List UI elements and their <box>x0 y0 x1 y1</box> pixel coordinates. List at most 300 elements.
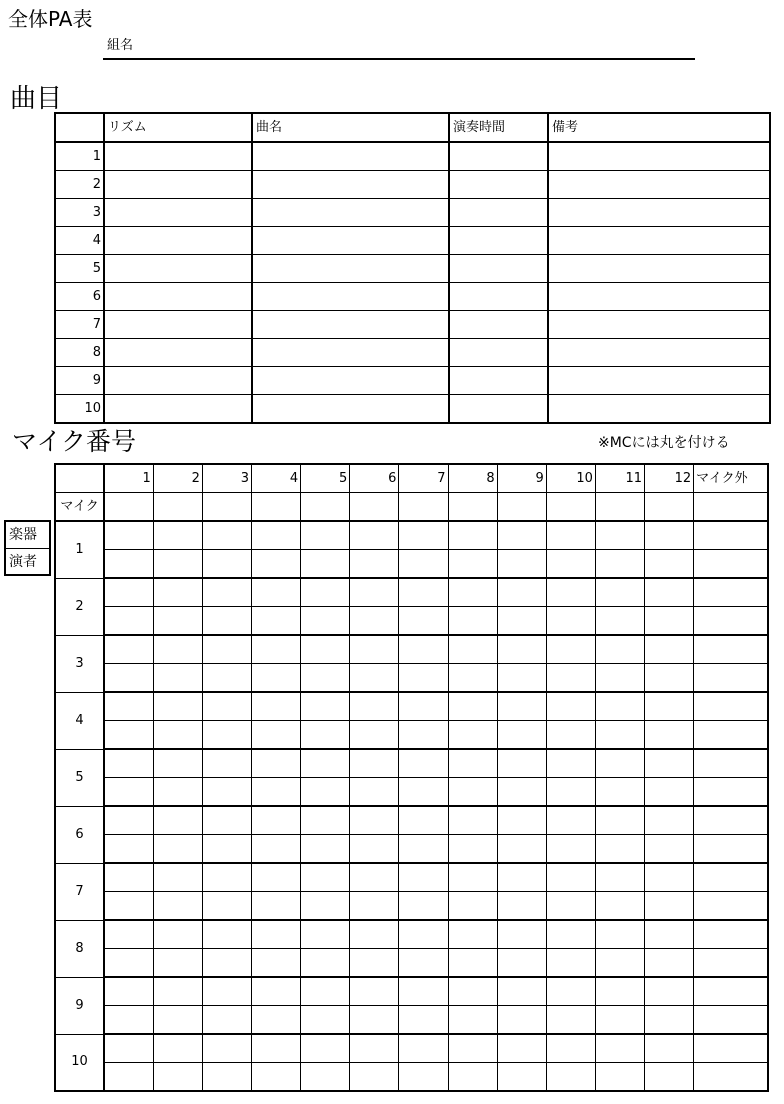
performer-cell[interactable] <box>252 892 301 921</box>
performer-cell[interactable] <box>448 1006 497 1035</box>
song-entry-cell[interactable] <box>449 367 548 395</box>
performer-cell[interactable] <box>202 1006 251 1035</box>
song-entry-cell[interactable] <box>449 255 548 283</box>
song-entry-cell[interactable] <box>252 255 449 283</box>
song-entry-cell[interactable] <box>548 395 770 424</box>
instrument-cell[interactable] <box>595 806 644 835</box>
instrument-cell[interactable] <box>645 578 694 607</box>
performer-cell[interactable] <box>350 1063 399 1092</box>
instrument-cell[interactable] <box>546 977 595 1006</box>
instrument-cell[interactable] <box>694 1034 768 1063</box>
instrument-cell[interactable] <box>546 749 595 778</box>
instrument-cell[interactable] <box>350 863 399 892</box>
mic-assignment-cell[interactable] <box>448 493 497 522</box>
instrument-cell[interactable] <box>399 578 448 607</box>
performer-cell[interactable] <box>252 1063 301 1092</box>
performer-cell[interactable] <box>350 835 399 864</box>
song-entry-cell[interactable] <box>449 311 548 339</box>
song-entry-cell[interactable] <box>104 339 252 367</box>
performer-cell[interactable] <box>694 550 768 579</box>
performer-cell[interactable] <box>399 892 448 921</box>
performer-cell[interactable] <box>153 892 202 921</box>
performer-cell[interactable] <box>595 892 644 921</box>
mic-assignment-cell[interactable] <box>694 493 768 522</box>
instrument-cell[interactable] <box>301 806 350 835</box>
mic-assignment-cell[interactable] <box>202 493 251 522</box>
instrument-cell[interactable] <box>104 1034 153 1063</box>
performer-cell[interactable] <box>350 607 399 636</box>
instrument-cell[interactable] <box>694 806 768 835</box>
performer-cell[interactable] <box>104 607 153 636</box>
song-entry-cell[interactable] <box>449 283 548 311</box>
instrument-cell[interactable] <box>202 635 251 664</box>
performer-cell[interactable] <box>694 949 768 978</box>
instrument-cell[interactable] <box>497 920 546 949</box>
instrument-cell[interactable] <box>153 692 202 721</box>
performer-cell[interactable] <box>350 721 399 750</box>
instrument-cell[interactable] <box>694 920 768 949</box>
performer-cell[interactable] <box>546 949 595 978</box>
instrument-cell[interactable] <box>350 692 399 721</box>
performer-cell[interactable] <box>301 550 350 579</box>
song-entry-cell[interactable] <box>548 227 770 255</box>
song-entry-cell[interactable] <box>104 255 252 283</box>
instrument-cell[interactable] <box>153 863 202 892</box>
instrument-cell[interactable] <box>350 749 399 778</box>
performer-cell[interactable] <box>202 550 251 579</box>
instrument-cell[interactable] <box>301 1034 350 1063</box>
performer-cell[interactable] <box>399 1063 448 1092</box>
performer-cell[interactable] <box>104 1063 153 1092</box>
instrument-cell[interactable] <box>694 977 768 1006</box>
instrument-cell[interactable] <box>252 635 301 664</box>
mic-assignment-cell[interactable] <box>497 493 546 522</box>
instrument-cell[interactable] <box>252 1034 301 1063</box>
performer-cell[interactable] <box>645 892 694 921</box>
song-entry-cell[interactable] <box>449 171 548 199</box>
instrument-cell[interactable] <box>104 863 153 892</box>
instrument-cell[interactable] <box>301 920 350 949</box>
instrument-cell[interactable] <box>448 749 497 778</box>
performer-cell[interactable] <box>202 835 251 864</box>
instrument-cell[interactable] <box>448 578 497 607</box>
instrument-cell[interactable] <box>595 521 644 550</box>
mic-assignment-cell[interactable] <box>595 493 644 522</box>
instrument-cell[interactable] <box>497 578 546 607</box>
instrument-cell[interactable] <box>202 692 251 721</box>
performer-cell[interactable] <box>645 664 694 693</box>
instrument-cell[interactable] <box>202 578 251 607</box>
instrument-cell[interactable] <box>399 749 448 778</box>
song-entry-cell[interactable] <box>252 283 449 311</box>
instrument-cell[interactable] <box>399 692 448 721</box>
performer-cell[interactable] <box>301 778 350 807</box>
performer-cell[interactable] <box>546 607 595 636</box>
instrument-cell[interactable] <box>350 635 399 664</box>
performer-cell[interactable] <box>202 1063 251 1092</box>
performer-cell[interactable] <box>399 664 448 693</box>
performer-cell[interactable] <box>202 778 251 807</box>
instrument-cell[interactable] <box>694 863 768 892</box>
performer-cell[interactable] <box>497 835 546 864</box>
instrument-cell[interactable] <box>645 920 694 949</box>
performer-cell[interactable] <box>595 664 644 693</box>
mic-assignment-cell[interactable] <box>301 493 350 522</box>
instrument-cell[interactable] <box>497 977 546 1006</box>
instrument-cell[interactable] <box>645 806 694 835</box>
performer-cell[interactable] <box>252 550 301 579</box>
performer-cell[interactable] <box>350 949 399 978</box>
performer-cell[interactable] <box>694 664 768 693</box>
instrument-cell[interactable] <box>301 977 350 1006</box>
performer-cell[interactable] <box>399 1006 448 1035</box>
performer-cell[interactable] <box>153 778 202 807</box>
performer-cell[interactable] <box>448 664 497 693</box>
instrument-cell[interactable] <box>694 635 768 664</box>
group-name-field-line[interactable] <box>103 58 695 60</box>
performer-cell[interactable] <box>448 949 497 978</box>
performer-cell[interactable] <box>104 721 153 750</box>
song-entry-cell[interactable] <box>548 339 770 367</box>
performer-cell[interactable] <box>694 1063 768 1092</box>
instrument-cell[interactable] <box>595 749 644 778</box>
performer-cell[interactable] <box>153 949 202 978</box>
performer-cell[interactable] <box>301 1063 350 1092</box>
song-entry-cell[interactable] <box>252 227 449 255</box>
instrument-cell[interactable] <box>202 806 251 835</box>
performer-cell[interactable] <box>694 835 768 864</box>
instrument-cell[interactable] <box>694 521 768 550</box>
instrument-cell[interactable] <box>448 635 497 664</box>
performer-cell[interactable] <box>448 778 497 807</box>
performer-cell[interactable] <box>694 721 768 750</box>
instrument-cell[interactable] <box>252 806 301 835</box>
song-entry-cell[interactable] <box>449 227 548 255</box>
song-entry-cell[interactable] <box>104 367 252 395</box>
performer-cell[interactable] <box>694 778 768 807</box>
performer-cell[interactable] <box>595 550 644 579</box>
instrument-cell[interactable] <box>694 749 768 778</box>
performer-cell[interactable] <box>399 550 448 579</box>
performer-cell[interactable] <box>301 892 350 921</box>
performer-cell[interactable] <box>301 607 350 636</box>
instrument-cell[interactable] <box>546 692 595 721</box>
performer-cell[interactable] <box>645 607 694 636</box>
instrument-cell[interactable] <box>448 806 497 835</box>
mic-assignment-cell[interactable] <box>399 493 448 522</box>
performer-cell[interactable] <box>153 721 202 750</box>
performer-cell[interactable] <box>645 721 694 750</box>
instrument-cell[interactable] <box>301 635 350 664</box>
performer-cell[interactable] <box>645 550 694 579</box>
performer-cell[interactable] <box>497 892 546 921</box>
performer-cell[interactable] <box>350 892 399 921</box>
performer-cell[interactable] <box>153 1006 202 1035</box>
performer-cell[interactable] <box>497 949 546 978</box>
performer-cell[interactable] <box>595 778 644 807</box>
song-entry-cell[interactable] <box>548 171 770 199</box>
performer-cell[interactable] <box>448 607 497 636</box>
instrument-cell[interactable] <box>153 920 202 949</box>
instrument-cell[interactable] <box>252 692 301 721</box>
mic-assignment-cell[interactable] <box>153 493 202 522</box>
instrument-cell[interactable] <box>448 1034 497 1063</box>
instrument-cell[interactable] <box>104 806 153 835</box>
performer-cell[interactable] <box>350 550 399 579</box>
instrument-cell[interactable] <box>301 692 350 721</box>
instrument-cell[interactable] <box>546 578 595 607</box>
instrument-cell[interactable] <box>202 920 251 949</box>
instrument-cell[interactable] <box>645 692 694 721</box>
instrument-cell[interactable] <box>546 1034 595 1063</box>
instrument-cell[interactable] <box>595 578 644 607</box>
performer-cell[interactable] <box>546 550 595 579</box>
instrument-cell[interactable] <box>497 863 546 892</box>
song-entry-cell[interactable] <box>548 255 770 283</box>
song-entry-cell[interactable] <box>252 171 449 199</box>
instrument-cell[interactable] <box>645 749 694 778</box>
song-entry-cell[interactable] <box>548 283 770 311</box>
song-entry-cell[interactable] <box>104 142 252 171</box>
performer-cell[interactable] <box>645 949 694 978</box>
instrument-cell[interactable] <box>252 521 301 550</box>
song-entry-cell[interactable] <box>104 199 252 227</box>
mic-assignment-cell[interactable] <box>252 493 301 522</box>
performer-cell[interactable] <box>448 892 497 921</box>
performer-cell[interactable] <box>104 949 153 978</box>
performer-cell[interactable] <box>595 1063 644 1092</box>
instrument-cell[interactable] <box>153 977 202 1006</box>
instrument-cell[interactable] <box>153 635 202 664</box>
performer-cell[interactable] <box>153 550 202 579</box>
instrument-cell[interactable] <box>497 1034 546 1063</box>
instrument-cell[interactable] <box>448 863 497 892</box>
instrument-cell[interactable] <box>448 977 497 1006</box>
performer-cell[interactable] <box>694 892 768 921</box>
song-entry-cell[interactable] <box>104 227 252 255</box>
performer-cell[interactable] <box>645 835 694 864</box>
song-entry-cell[interactable] <box>548 199 770 227</box>
performer-cell[interactable] <box>104 664 153 693</box>
performer-cell[interactable] <box>595 949 644 978</box>
instrument-cell[interactable] <box>546 920 595 949</box>
mic-assignment-cell[interactable] <box>645 493 694 522</box>
instrument-cell[interactable] <box>497 635 546 664</box>
performer-cell[interactable] <box>448 835 497 864</box>
performer-cell[interactable] <box>497 778 546 807</box>
performer-cell[interactable] <box>546 664 595 693</box>
performer-cell[interactable] <box>595 607 644 636</box>
performer-cell[interactable] <box>448 721 497 750</box>
instrument-cell[interactable] <box>252 863 301 892</box>
performer-cell[interactable] <box>497 721 546 750</box>
performer-cell[interactable] <box>399 721 448 750</box>
song-entry-cell[interactable] <box>104 395 252 424</box>
performer-cell[interactable] <box>546 835 595 864</box>
instrument-cell[interactable] <box>301 521 350 550</box>
instrument-cell[interactable] <box>399 521 448 550</box>
instrument-cell[interactable] <box>645 977 694 1006</box>
song-entry-cell[interactable] <box>548 367 770 395</box>
instrument-cell[interactable] <box>595 863 644 892</box>
song-entry-cell[interactable] <box>252 311 449 339</box>
performer-cell[interactable] <box>497 1006 546 1035</box>
instrument-cell[interactable] <box>645 521 694 550</box>
performer-cell[interactable] <box>497 550 546 579</box>
performer-cell[interactable] <box>694 607 768 636</box>
instrument-cell[interactable] <box>694 578 768 607</box>
instrument-cell[interactable] <box>645 635 694 664</box>
instrument-cell[interactable] <box>104 521 153 550</box>
instrument-cell[interactable] <box>399 1034 448 1063</box>
instrument-cell[interactable] <box>497 692 546 721</box>
instrument-cell[interactable] <box>153 749 202 778</box>
performer-cell[interactable] <box>546 1063 595 1092</box>
performer-cell[interactable] <box>694 1006 768 1035</box>
instrument-cell[interactable] <box>301 578 350 607</box>
song-entry-cell[interactable] <box>252 142 449 171</box>
song-entry-cell[interactable] <box>252 199 449 227</box>
performer-cell[interactable] <box>645 778 694 807</box>
performer-cell[interactable] <box>448 550 497 579</box>
instrument-cell[interactable] <box>399 977 448 1006</box>
performer-cell[interactable] <box>252 1006 301 1035</box>
instrument-cell[interactable] <box>350 578 399 607</box>
instrument-cell[interactable] <box>202 977 251 1006</box>
performer-cell[interactable] <box>202 721 251 750</box>
instrument-cell[interactable] <box>595 635 644 664</box>
instrument-cell[interactable] <box>153 521 202 550</box>
instrument-cell[interactable] <box>104 977 153 1006</box>
performer-cell[interactable] <box>301 664 350 693</box>
instrument-cell[interactable] <box>202 749 251 778</box>
performer-cell[interactable] <box>595 1006 644 1035</box>
performer-cell[interactable] <box>301 721 350 750</box>
instrument-cell[interactable] <box>350 1034 399 1063</box>
performer-cell[interactable] <box>202 949 251 978</box>
instrument-cell[interactable] <box>448 920 497 949</box>
instrument-cell[interactable] <box>350 521 399 550</box>
performer-cell[interactable] <box>252 721 301 750</box>
instrument-cell[interactable] <box>546 863 595 892</box>
instrument-cell[interactable] <box>153 1034 202 1063</box>
performer-cell[interactable] <box>595 721 644 750</box>
instrument-cell[interactable] <box>104 749 153 778</box>
instrument-cell[interactable] <box>252 749 301 778</box>
performer-cell[interactable] <box>153 607 202 636</box>
performer-cell[interactable] <box>301 949 350 978</box>
instrument-cell[interactable] <box>153 578 202 607</box>
instrument-cell[interactable] <box>252 977 301 1006</box>
instrument-cell[interactable] <box>399 920 448 949</box>
performer-cell[interactable] <box>546 721 595 750</box>
performer-cell[interactable] <box>350 664 399 693</box>
performer-cell[interactable] <box>399 778 448 807</box>
performer-cell[interactable] <box>104 835 153 864</box>
performer-cell[interactable] <box>252 835 301 864</box>
instrument-cell[interactable] <box>104 635 153 664</box>
instrument-cell[interactable] <box>497 521 546 550</box>
instrument-cell[interactable] <box>350 806 399 835</box>
instrument-cell[interactable] <box>595 920 644 949</box>
instrument-cell[interactable] <box>497 749 546 778</box>
performer-cell[interactable] <box>546 892 595 921</box>
instrument-cell[interactable] <box>645 1034 694 1063</box>
performer-cell[interactable] <box>252 949 301 978</box>
song-entry-cell[interactable] <box>104 283 252 311</box>
performer-cell[interactable] <box>202 892 251 921</box>
instrument-cell[interactable] <box>252 578 301 607</box>
song-entry-cell[interactable] <box>548 142 770 171</box>
song-entry-cell[interactable] <box>449 395 548 424</box>
performer-cell[interactable] <box>497 607 546 636</box>
instrument-cell[interactable] <box>546 635 595 664</box>
performer-cell[interactable] <box>104 1006 153 1035</box>
performer-cell[interactable] <box>399 835 448 864</box>
performer-cell[interactable] <box>497 1063 546 1092</box>
performer-cell[interactable] <box>301 1006 350 1035</box>
instrument-cell[interactable] <box>399 863 448 892</box>
instrument-cell[interactable] <box>399 806 448 835</box>
performer-cell[interactable] <box>153 835 202 864</box>
instrument-cell[interactable] <box>399 635 448 664</box>
instrument-cell[interactable] <box>104 692 153 721</box>
performer-cell[interactable] <box>399 949 448 978</box>
instrument-cell[interactable] <box>448 521 497 550</box>
mic-assignment-cell[interactable] <box>350 493 399 522</box>
performer-cell[interactable] <box>252 607 301 636</box>
song-entry-cell[interactable] <box>449 142 548 171</box>
performer-cell[interactable] <box>301 835 350 864</box>
performer-cell[interactable] <box>153 664 202 693</box>
instrument-cell[interactable] <box>104 578 153 607</box>
song-entry-cell[interactable] <box>104 311 252 339</box>
performer-cell[interactable] <box>104 550 153 579</box>
instrument-cell[interactable] <box>202 863 251 892</box>
instrument-cell[interactable] <box>546 806 595 835</box>
performer-cell[interactable] <box>448 1063 497 1092</box>
instrument-cell[interactable] <box>301 863 350 892</box>
performer-cell[interactable] <box>645 1063 694 1092</box>
performer-cell[interactable] <box>104 778 153 807</box>
song-entry-cell[interactable] <box>449 199 548 227</box>
performer-cell[interactable] <box>546 778 595 807</box>
instrument-cell[interactable] <box>497 806 546 835</box>
mic-assignment-cell[interactable] <box>104 493 153 522</box>
instrument-cell[interactable] <box>645 863 694 892</box>
performer-cell[interactable] <box>202 607 251 636</box>
instrument-cell[interactable] <box>448 692 497 721</box>
song-entry-cell[interactable] <box>252 395 449 424</box>
performer-cell[interactable] <box>497 664 546 693</box>
performer-cell[interactable] <box>153 1063 202 1092</box>
performer-cell[interactable] <box>202 664 251 693</box>
song-entry-cell[interactable] <box>548 311 770 339</box>
song-entry-cell[interactable] <box>252 339 449 367</box>
instrument-cell[interactable] <box>595 1034 644 1063</box>
instrument-cell[interactable] <box>546 521 595 550</box>
performer-cell[interactable] <box>399 607 448 636</box>
instrument-cell[interactable] <box>153 806 202 835</box>
mic-assignment-cell[interactable] <box>546 493 595 522</box>
performer-cell[interactable] <box>546 1006 595 1035</box>
performer-cell[interactable] <box>350 1006 399 1035</box>
song-entry-cell[interactable] <box>252 367 449 395</box>
performer-cell[interactable] <box>252 778 301 807</box>
instrument-cell[interactable] <box>202 521 251 550</box>
instrument-cell[interactable] <box>252 920 301 949</box>
instrument-cell[interactable] <box>350 920 399 949</box>
